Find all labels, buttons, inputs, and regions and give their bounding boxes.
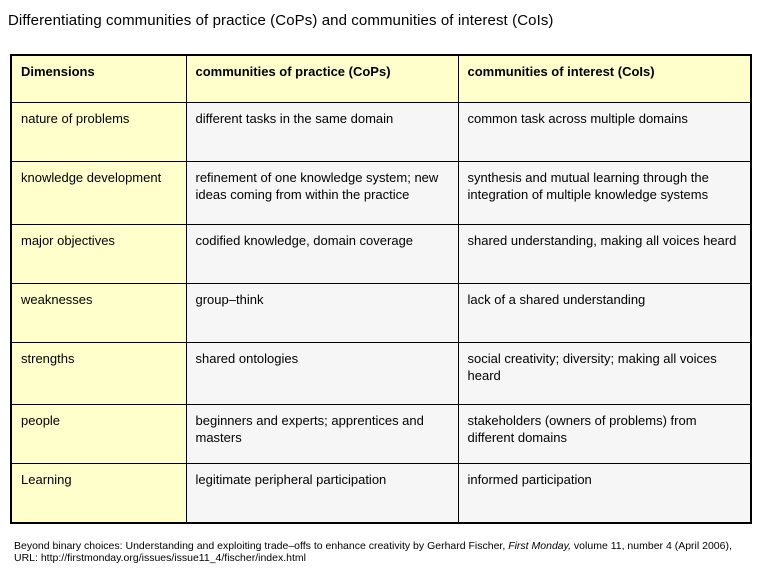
coi-cell: stakeholders (owners of problems) from different domains xyxy=(458,404,751,463)
table-header-row xyxy=(11,55,751,102)
cop-cell: codified knowledge, domain coverage xyxy=(186,224,458,283)
citation-journal-name: First Monday, xyxy=(508,540,572,552)
table-row xyxy=(11,161,751,224)
table-row xyxy=(11,463,751,523)
cop-cell: refinement of one knowledge system; new ideas coming from within the practice xyxy=(186,161,458,224)
table-row xyxy=(11,283,751,342)
header-cops: communities of practice (CoPs) xyxy=(186,55,458,102)
cop-cell: different tasks in the same domain xyxy=(186,102,458,161)
header-dimensions: Dimensions xyxy=(11,55,186,102)
dimension-cell: knowledge development xyxy=(11,161,186,224)
citation-text xyxy=(14,540,762,552)
dimension-cell: weaknesses xyxy=(11,283,186,342)
dimension-cell: people xyxy=(11,404,186,463)
table-row xyxy=(11,102,751,161)
comparison-table xyxy=(10,54,752,524)
citation-part-after: volume 11, number 4 (April 2006), xyxy=(571,540,732,552)
cop-cell: shared ontologies xyxy=(186,342,458,404)
coi-cell: synthesis and mutual learning through the integration of multiple knowledge systems xyxy=(458,161,751,224)
coi-cell: lack of a shared understanding xyxy=(458,283,751,342)
page-title: Differentiating communities of practice (CoPs) and communities of interest (CoIs) xyxy=(8,12,554,29)
dimension-cell: Learning xyxy=(11,463,186,523)
table-row xyxy=(11,224,751,283)
coi-cell: informed participation xyxy=(458,463,751,523)
coi-cell: common task across multiple domains xyxy=(458,102,751,161)
dimension-cell: strengths xyxy=(11,342,186,404)
cop-cell: beginners and experts; apprentices and masters xyxy=(186,404,458,463)
cop-cell: group–think xyxy=(186,283,458,342)
table-row xyxy=(11,342,751,404)
dimension-cell: major objectives xyxy=(11,224,186,283)
citation-part-before: Beyond binary choices: Understanding and exploiting trade–offs to enhance creativity by Gerhard Fischer, xyxy=(14,540,509,552)
coi-cell: social creativity; diversity; making all voices heard xyxy=(458,342,751,404)
header-cois: communities of interest (CoIs) xyxy=(458,55,751,102)
table-row xyxy=(11,404,751,463)
cop-cell: legitimate peripheral participation xyxy=(186,463,458,523)
dimension-cell: nature of problems xyxy=(11,102,186,161)
citation xyxy=(14,540,762,564)
coi-cell: shared understanding, making all voices heard xyxy=(458,224,751,283)
citation-url: URL: http://firstmonday.org/issues/issue11_4/fischer/index.html xyxy=(14,552,306,564)
